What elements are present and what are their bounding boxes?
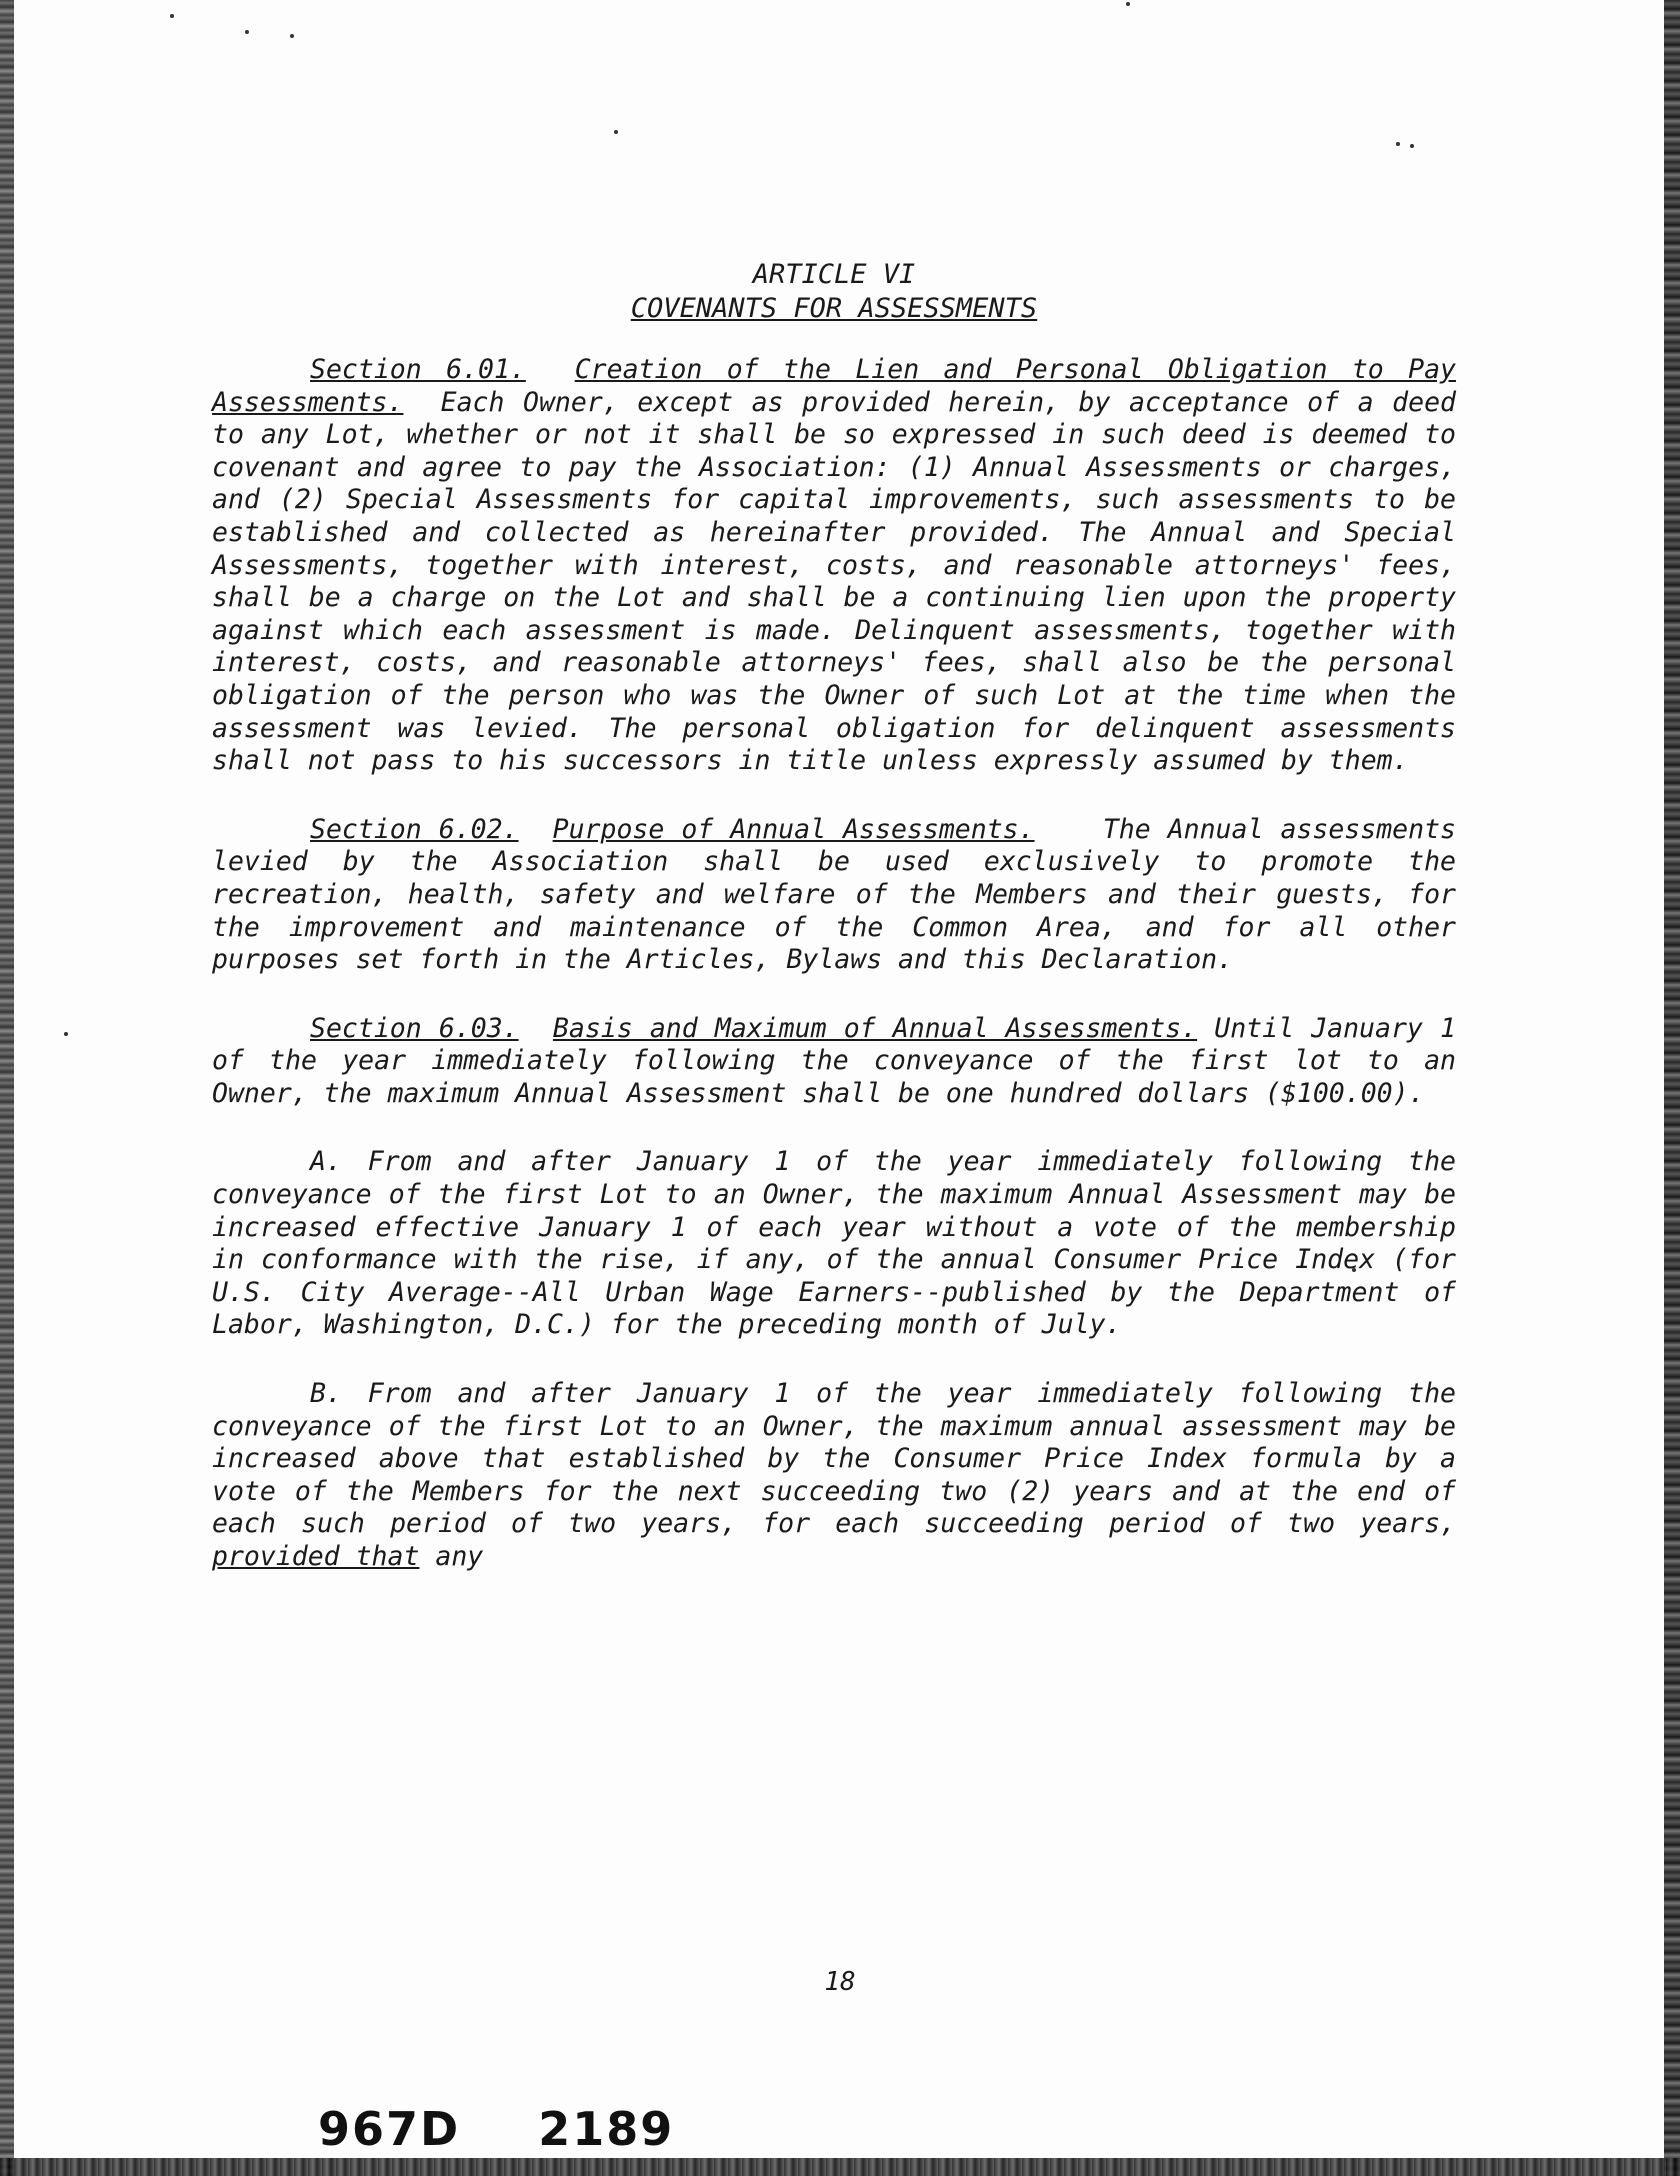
scan-edge-left (0, 0, 14, 2176)
paragraph-b-text: B. From and after January 1 of the year immediately following the conveyance of the first Lot to an Owner, the maximum annual assessment may be increased above that established by the Consumer Price Index formula by a vote of the Members for the next succeeding two (2) years and at the end of each such period of two years, for each succeeding period of two years, (212, 1378, 1456, 1540)
scan-speck (290, 34, 294, 38)
paragraph-b-end: any (435, 1541, 484, 1572)
document-stamp (318, 2102, 674, 2156)
scan-edge-bottom (0, 2158, 1680, 2176)
section-6-03-title: Basis and Maximum of Annual Assessments. (552, 1012, 1198, 1044)
scan-speck (64, 1032, 68, 1036)
section-6-01-title: Creation of the Lien and Personal Obligation to Pay Assessments. (212, 354, 1456, 418)
section-6-03-paragraph-a: A. From and after January 1 of the year immediately following the conveyance of the first Lot to an Owner, the maximum Annual Assessment may be increased effective January 1 of each year without a vote of the membership in conformance with the rise, if any, of the annual Consumer Price Index (for U.S. City Average--All Urban Wage Earners--published by the Department of Labor, Washington, D.C.) for the preceding month of July. (212, 1146, 1456, 1341)
section-6-01-number: Section 6.01. (310, 354, 526, 385)
scan-speck (245, 30, 249, 34)
scan-speck (170, 14, 174, 18)
paragraph-b-provided-that: provided that (212, 1541, 420, 1572)
section-6-03 (212, 1013, 1456, 1111)
page-number: 18 (824, 1967, 856, 1997)
scan-speck (1126, 2, 1130, 6)
section-6-03-number: Section 6.03. (310, 1012, 519, 1044)
article-subtitle: COVENANTS FOR ASSESSMENTS (630, 293, 1038, 324)
article-title: ARTICLE VI (752, 259, 916, 290)
section-6-01-body: Each Owner, except as provided herein, by acceptance of a deed to any Lot, whether or not it shall be so expressed in such deed is deemed to covenant and agree to pay the Association: (1) Annual Assessments or charges, and (2) Special Assessments for capital improvements, such assessments to be established and collected as hereinafter provided. The Annual and Special Assessments, together with interest, costs, and reasonable attorneys' fees, shall be a charge on the Lot and shall be a continuing lien upon the property against which each assessment is made. Delinquent assessments, together with interest, costs, and reasonable attorneys' fees, shall also be the personal obligation of the person who was the Owner of such Lot at the time when the assessment was levied. The personal obligation for delinquent assessments shall not pass to his successors in title unless expressly assumed by them. (212, 386, 1456, 777)
stamp-left: 967D (318, 2102, 461, 2156)
section-6-03-body: Until January 1 of the year immediately following the conveyance of the first lot to an Owner, the maximum Annual Assessment shall be one hundred dollars ($100.00). (212, 1012, 1456, 1109)
article-content (212, 258, 1456, 1574)
section-6-02-title: Purpose of Annual Assessments. (552, 813, 1035, 845)
scan-edge-right (1664, 0, 1680, 2176)
scan-speck (1396, 142, 1400, 146)
section-6-02-body: The Annual assessments levied by the Association shall be used exclusively to promote the recreation, health, safety and welfare of the Members and their guests, for the improvement and maintenance of the Common Area, and for all other purposes set forth in the Articles, Bylaws and this Declaration. (212, 813, 1456, 976)
section-6-02 (212, 814, 1456, 977)
scan-speck (1410, 144, 1414, 148)
section-6-02-number: Section 6.02. (310, 813, 519, 845)
scan-speck (614, 130, 618, 134)
stamp-right: 2189 (538, 2102, 675, 2156)
section-6-01 (212, 354, 1456, 778)
section-6-03-paragraph-b (212, 1378, 1456, 1574)
